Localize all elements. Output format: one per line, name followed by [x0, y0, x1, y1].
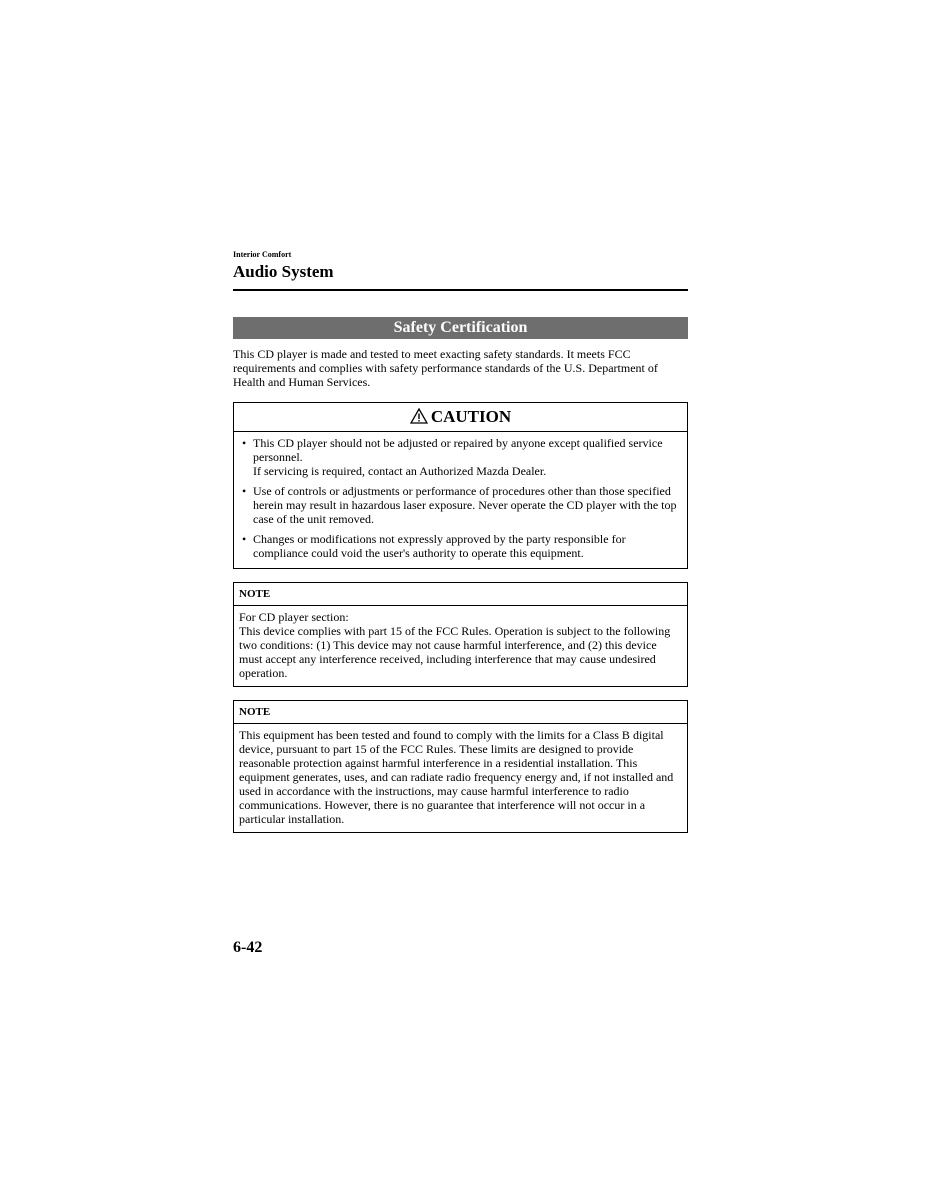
note-lead: For CD player section:	[239, 610, 349, 624]
note-box-cd-player	[233, 582, 688, 687]
note-body	[234, 724, 687, 832]
caution-item-extra: If servicing is required, contact an Authorized Mazda Dealer.	[253, 464, 547, 478]
bullet-icon: •	[242, 436, 247, 450]
bullet-icon: •	[242, 532, 247, 546]
caution-title: CAUTION	[430, 407, 512, 426]
list-item	[238, 484, 679, 526]
caution-header	[234, 403, 687, 432]
caution-item-text: This CD player should not be adjusted or repaired by anyone except qualified service personnel.	[253, 436, 663, 464]
note-text: This device complies with part 15 of the FCC Rules. Operation is subject to the following two conditions: (1) This device may not cause harmful interference, and (2) this device must accept any interference received, including interference that may cause undesired operation.	[239, 624, 671, 680]
note-header: NOTE	[234, 701, 687, 724]
caution-box	[233, 402, 688, 569]
section-banner: Safety Certification	[233, 317, 688, 339]
caution-list	[234, 432, 687, 568]
note-text: This equipment has been tested and found to comply with the limits for a Class B digital device, pursuant to part 15 of the FCC Rules. These limits are designed to provide reasonable protection against harmful interference in a residential installation. This equipment generates, uses, and can radiate radio frequency energy and, if not installed and used in accordance with the instructions, may cause harmful interference to radio communications. However, there is no guarantee that interference will not occur in a particular installation.	[239, 728, 674, 826]
warning-triangle-icon	[410, 408, 428, 424]
header-divider	[233, 289, 688, 291]
list-item	[238, 532, 679, 560]
note-box-class-b	[233, 700, 688, 833]
note-body	[234, 606, 687, 686]
bullet-icon: •	[242, 484, 247, 498]
note-header: NOTE	[234, 583, 687, 606]
section-label: Interior Comfort	[233, 250, 292, 259]
intro-paragraph: This CD player is made and tested to meet exacting safety standards. It meets FCC requirements and complies with safety performance standards of the U.S. Department of Health and Human Services.	[233, 347, 658, 389]
page-title: Audio System	[233, 262, 334, 281]
list-item	[238, 436, 679, 478]
caution-item-text: Use of controls or adjustments or performance of procedures other than those specified herein may result in hazardous laser exposure. Never operate the CD player with the top case of the unit removed.	[253, 484, 677, 526]
page-number: 6-42	[233, 939, 263, 956]
caution-item-text: Changes or modifications not expressly approved by the party responsible for compliance could void the user's authority to operate this equipment.	[253, 532, 626, 560]
manual-page	[233, 250, 688, 833]
